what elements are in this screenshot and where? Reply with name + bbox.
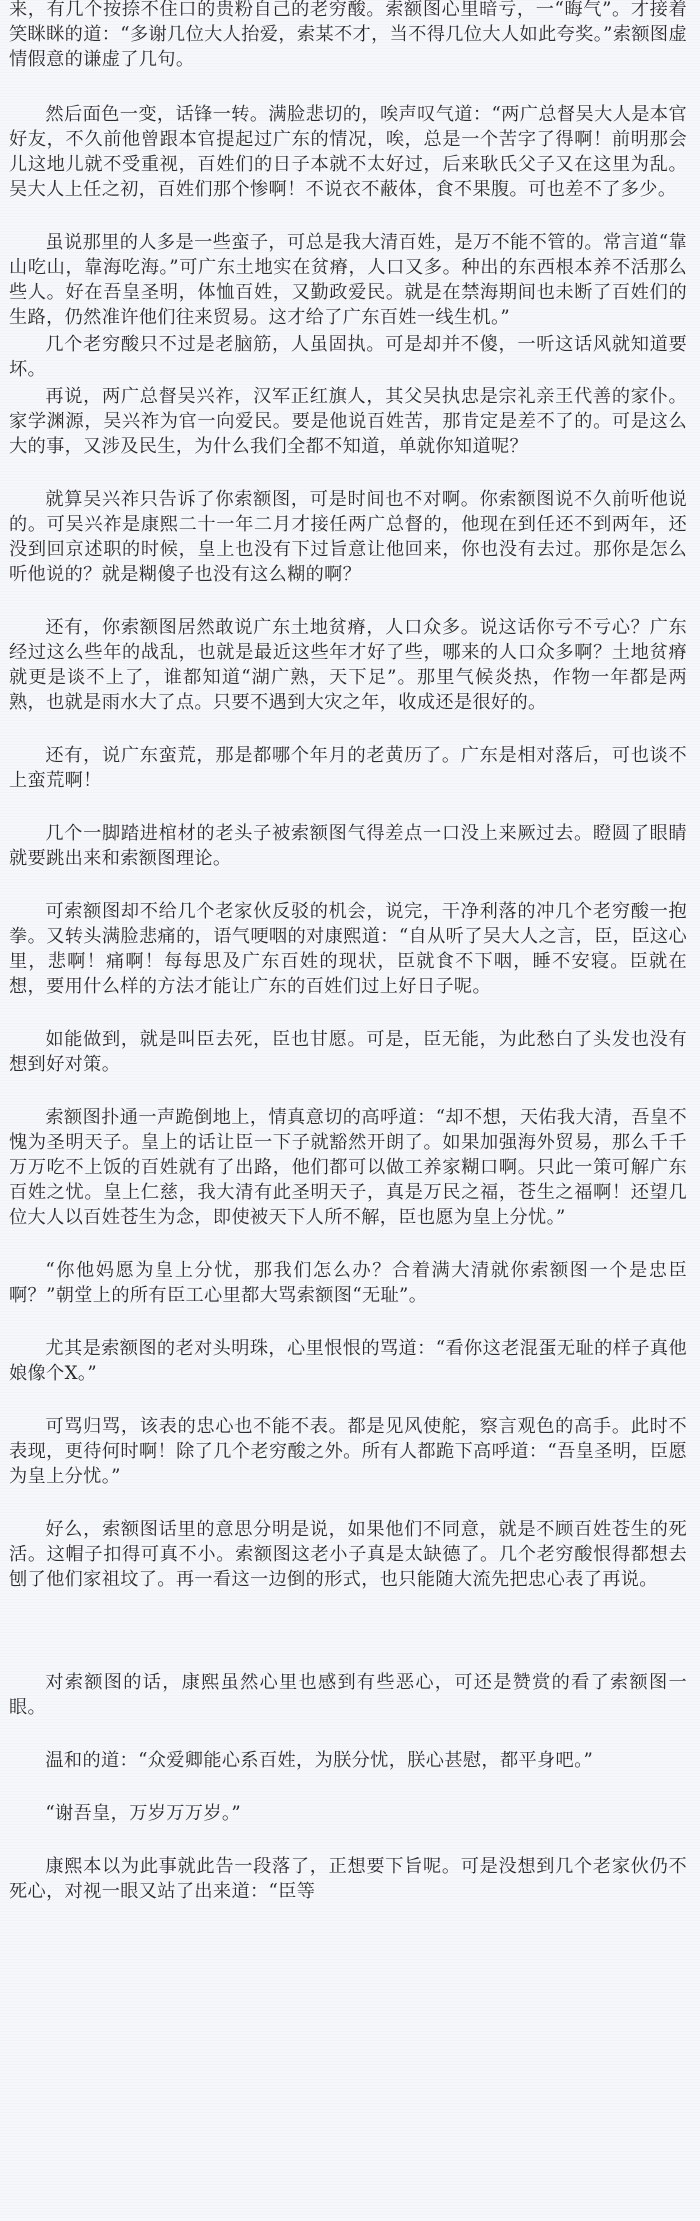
paragraph-13: “你他妈愿为皇上分忧，那我们怎么办？合着满大清就你索额图一个是忠臣啊？”朝堂上的所有臣工心里都大骂索额图“无耻”。 bbox=[9, 1260, 687, 1306]
paragraph-16: 好么，索额图话里的意思分明是说，如果他们不同意，就是不顾百姓苍生的死活。这帽子扣得可真不小。索额图这老小子真是太缺德了。几个老穷酸恨得都想去刨了他们家祖坟了。再一看这一边倒的形式，也只能随大流先把忠心表了再说。 bbox=[9, 1519, 687, 1590]
paragraph-14: 尤其是索额图的老对头明珠，心里恨恨的骂道：“看你这老混蛋无耻的样子真他娘像个X。” bbox=[9, 1338, 687, 1384]
paragraph-20: 康熙本以为此事就此告一段落了，正想要下旨呢。可是没想到几个老家伙仍不死心，对视一眼又站了出来道：“臣等 bbox=[9, 1856, 687, 1902]
paragraph-8: 还有，说广东蛮荒，那是都哪个年月的老黄历了。广东是相对落后，可也谈不上蛮荒啊！ bbox=[9, 745, 687, 791]
paragraph-12: 索额图扑通一声跪倒地上，情真意切的高呼道：“却不想，天佑我大清，吾皇不愧为圣明天子。皇上的话让臣一下子就豁然开朗了。如果加强海外贸易，那么千千万万吃不上饭的百姓就有了出路，他们都可以做工养家糊口啊。只此一策可解广东百姓之忧。皇上仁慈，我大清有此圣明天子，真是万民之福，苍生之福啊！还望几位大人以百姓苍生为念，即使被天下人所不解，臣也愿为皇上分忧。” bbox=[9, 1107, 687, 1228]
paragraph-5: 再说，两广总督吴兴祚，汉军正红旗人，其父吴执忠是宗礼亲王代善的家仆。家学渊源，吴兴祚为官一向爱民。要是他说百姓苦，那肯定是差不了的。可是这么大的事，又涉及民生，为什么我们全都不知道，单就你知道呢？ bbox=[9, 386, 687, 457]
paragraph-17: 对索额图的话，康熙虽然心里也感到有些恶心，可还是赞赏的看了索额图一眼。 bbox=[9, 1672, 687, 1718]
paragraph-18: 温和的道：“众爱卿能心系百姓，为朕分忧，朕心甚慰，都平身吧。” bbox=[45, 1750, 594, 1771]
paragraph-9: 几个一脚踏进棺材的老头子被索额图气得差点一口没上来厥过去。瞪圆了眼睛就要跳出来和索额图理论。 bbox=[9, 823, 687, 869]
paragraph-2: 然后面色一变，话锋一转。满脸悲切的，唉声叹气道：“两广总督吴大人是本官好友，不久前他曾跟本官提起过广东的情况，唉，总是一个苦字了得啊！前明那会儿这地儿就不受重视，百姓们的日子本就不太好过，后来耿氏父子又在这里为乱。吴大人上任之初，百姓们那个惨啊！不说衣不蔽体，食不果腹。可也差不了多少。 bbox=[9, 104, 687, 200]
paragraph-1: 来，有几个按捺不住口的贵粉自己的老穷酸。索额图心里暗亏，一“晦气”。才接着笑眯眯的道：“多谢几位大人抬爱，索某不才，当不得几位大人如此夸奖。”索额图虚情假意的谦虚了几句。 bbox=[9, 0, 687, 70]
paragraph-7: 还有，你索额图居然敢说广东土地贫瘠，人口众多。说这话你亏不亏心？广东经过这么些年的战乱，也就是最近这些年才好了些，哪来的人口众多啊？土地贫瘠就更是谈不上了，谁都知道“湖广熟，天下足”。那里气候炎热，作物一年都是两熟，也就是雨水大了点。只要不遇到大灾之年，收成还是很好的。 bbox=[9, 617, 687, 713]
paragraph-15: 可骂归骂，该表的忠心也不能不表。都是见风使舵，察言观色的高手。此时不表现，更待何时啊！除了几个老穷酸之外。所有人都跪下高呼道：“吾皇圣明，臣愿为皇上分忧。” bbox=[9, 1416, 687, 1487]
paragraph-3: 虽说那里的人多是一些蛮子，可总是我大清百姓，是万不能不管的。常言道“靠山吃山，靠海吃海。”可广东土地实在贫瘠，人口又多。种出的东西根本养不活那么些人。好在吾皇圣明，体恤百姓，又勤政爱民。就是在禁海期间也未断了百姓们的生路，仍然准许他们往来贸易。这才给了广东百姓一线生机。” bbox=[9, 232, 687, 328]
paragraph-6: 就算吴兴祚只告诉了你索额图，可是时间也不对啊。你索额图说不久前听他说的。可吴兴祚是康熙二十一年二月才接任两广总督的，他现在到任还不到两年，还没到回京述职的时候，皇上也没有下过旨意让他回来，你也没有去过。那你是怎么听他说的？就是糊傻子也没有这么糊的啊？ bbox=[9, 489, 687, 585]
paragraph-11: 如能做到，就是叫臣去死，臣也甘愿。可是，臣无能，为此愁白了头发也没有想到好对策。 bbox=[9, 1029, 687, 1075]
paragraph-19: “谢吾皇，万岁万万岁。” bbox=[45, 1803, 241, 1824]
paragraph-10: 可索额图却不给几个老家伙反驳的机会，说完，干净利落的冲几个老穷酸一抱拳。又转头满脸悲痛的，语气哽咽的对康熙道：“自从听了吴大人之言，臣，臣这心里，悲啊！痛啊！每每思及广东百姓的现状，臣就食不下咽，睡不安寝。臣就在想，要用什么样的方法才能让广东的百姓们过上好日子呢。 bbox=[9, 901, 687, 997]
paragraph-4: 几个老穷酸只不过是老脑筋，人虽固执。可是却并不傻，一听这话风就知道要坏。 bbox=[9, 334, 687, 380]
